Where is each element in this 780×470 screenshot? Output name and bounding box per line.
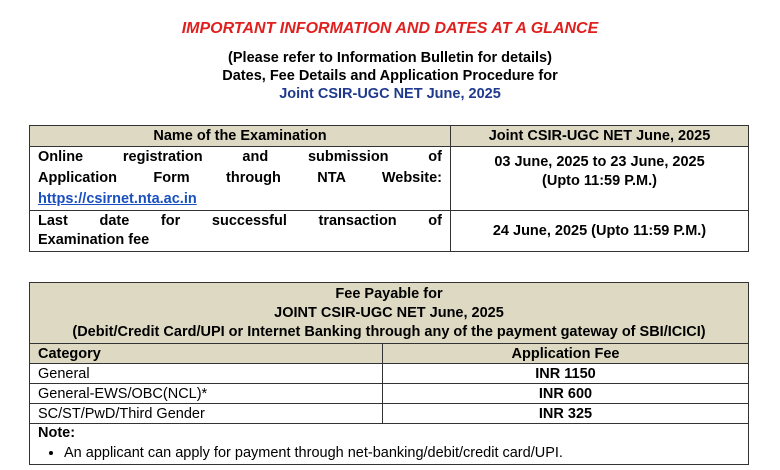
exam-name-heading: Joint CSIR-UGC NET June, 2025 (279, 86, 501, 102)
application-fee-column-header: Application Fee (383, 344, 749, 364)
exam-name-column-header: Name of the Examination (30, 126, 451, 147)
fee-note-row (30, 424, 749, 465)
registration-dates-cell (451, 147, 749, 211)
registration-line-1: Online registration and submission of (38, 149, 442, 165)
fee-table-column-header-row (30, 344, 749, 364)
registration-row (30, 147, 749, 211)
fee-cell: INR 600 (383, 384, 749, 404)
registration-line-2: Application Form through NTA Website: (38, 170, 442, 186)
fee-table-title-cell (30, 283, 749, 344)
fee-row-ews-obc (30, 384, 749, 404)
fee-table-title-row (30, 283, 749, 344)
fee-cell: INR 325 (383, 404, 749, 424)
registration-date-range: 03 June, 2025 to 23 June, 2025 (494, 153, 705, 170)
fee-table (29, 282, 749, 465)
fee-transaction-description-cell (30, 211, 451, 252)
fee-payable-title: Fee Payable for (335, 286, 443, 302)
important-info-heading: IMPORTANT INFORMATION AND DATES AT A GLANCE (181, 20, 599, 37)
fee-cell: INR 1150 (383, 364, 749, 384)
category-column-header: Category (30, 344, 383, 364)
refer-bulletin-text: (Please refer to Information Bulletin for details) (228, 50, 552, 66)
csirnet-website-link[interactable]: https://csirnet.nta.ac.in (38, 191, 197, 207)
payment-methods-text: (Debit/Credit Card/UPI or Internet Banking through any of the payment gateway of SBI/ICICI) (72, 324, 706, 340)
category-cell: SC/ST/PwD/Third Gender (30, 404, 383, 424)
fee-transaction-line-2: Examination fee (38, 232, 150, 248)
dates-fee-subheading: Dates, Fee Details and Application Procedure for (222, 68, 558, 84)
dates-table (29, 125, 749, 252)
fee-row-general (30, 364, 749, 384)
fee-note-cell (30, 424, 749, 465)
dates-table-header-row (30, 126, 749, 147)
note-bullet-list (38, 444, 740, 462)
fee-transaction-date-cell: 24 June, 2025 (Upto 11:59 P.M.) (451, 211, 749, 252)
fee-transaction-line-1: Last date for successful transaction of (38, 213, 442, 229)
note-bullet-item: • An applicant can apply for payment through net-banking/debit/credit card/UPI. (64, 444, 740, 462)
exam-title-column-header: Joint CSIR-UGC NET June, 2025 (451, 126, 749, 147)
fee-exam-title: JOINT CSIR-UGC NET June, 2025 (274, 305, 504, 321)
fee-row-sc-st-pwd (30, 404, 749, 424)
category-cell: General (30, 364, 383, 384)
category-cell: General-EWS/OBC(NCL)* (30, 384, 383, 404)
fee-transaction-row (30, 211, 749, 252)
registration-time-limit: (Upto 11:59 P.M.) (542, 172, 657, 189)
note-label: Note: (38, 425, 76, 441)
registration-description-cell (30, 147, 451, 211)
